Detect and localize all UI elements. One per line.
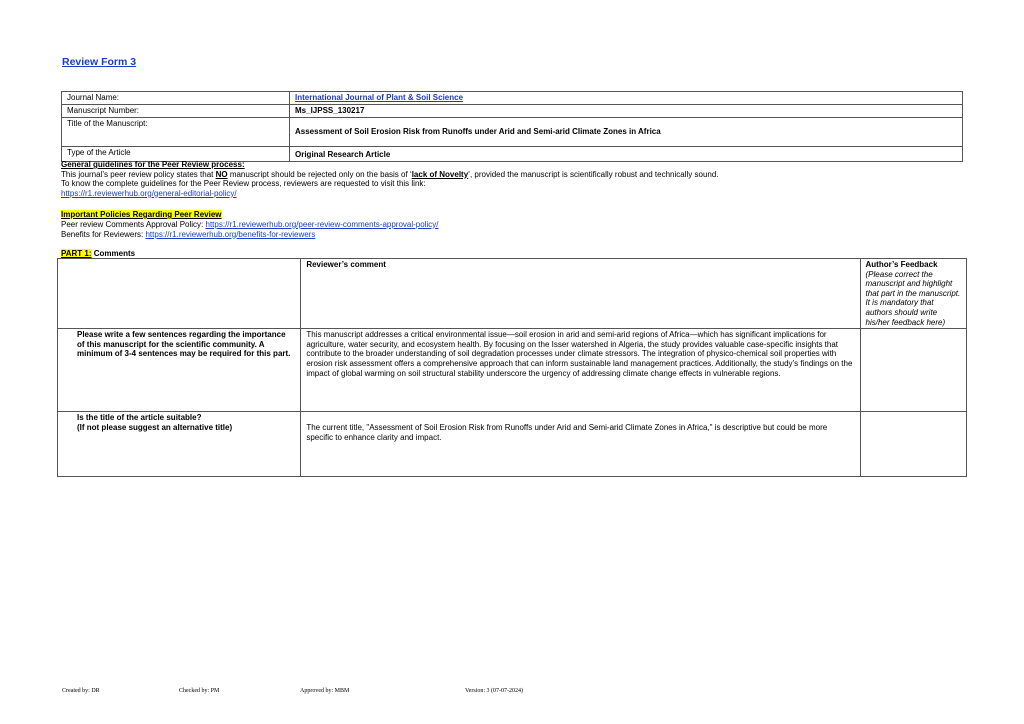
comment-row-title [58, 412, 967, 477]
journal-cell [290, 92, 963, 105]
author-feedback-header-cell [860, 259, 966, 329]
journal-label: Journal Name: [62, 92, 290, 105]
guidelines-heading: General guidelines for the Peer Review process: [61, 160, 245, 169]
policy-text-c: ’, provided the manuscript is scientifically robust and technically sound. [468, 169, 719, 179]
approval-policy-link[interactable]: https://r1.reviewerhub.org/peer-review-comments-approval-policy/ [205, 219, 439, 229]
guidelines-policy-line [61, 170, 971, 180]
guidelines-section [61, 160, 971, 198]
footer-created: Created by: DR [62, 688, 100, 694]
feedback-importance[interactable] [860, 329, 966, 412]
policies-section [61, 210, 971, 239]
manuscript-number-value: Ms_IJPSS_130217 [290, 105, 963, 118]
guidelines-link[interactable]: https://r1.reviewerhub.org/general-editorial-policy/ [61, 188, 237, 198]
form-title: Review Form 3 [62, 56, 137, 68]
reviewer-comment-header: Reviewer’s comment [301, 259, 860, 329]
title-value: Assessment of Soil Erosion Risk from Runoffs under Arid and Semi-arid Climate Zones in Africa [290, 118, 963, 147]
author-feedback-header: Author’s Feedback [865, 260, 938, 269]
benefits-line [61, 230, 971, 240]
policy-no: NO [215, 169, 228, 179]
footer-approved: Approved by: MBM [300, 688, 350, 694]
title-label: Title of the Manuscript: [62, 118, 290, 147]
footer-checked: Checked by: PM [179, 688, 220, 694]
feedback-title[interactable] [860, 412, 966, 477]
journal-link[interactable]: International Journal of Plant & Soil Science [295, 93, 464, 102]
part1-label: PART 1: [61, 249, 92, 258]
manuscript-number-row [62, 105, 963, 118]
policy-text-a: This journal’s peer review policy states that [61, 169, 216, 179]
comment-title-cell [301, 412, 860, 477]
type-label: Type of the Article [62, 147, 290, 162]
guidelines-visit-line: To know the complete guidelines for the Peer Review process, reviewers are requested to visit this link: [61, 179, 426, 189]
part1-title: Comments [91, 249, 136, 258]
part1-heading [61, 249, 135, 258]
header-empty-cell [58, 259, 301, 329]
benefits-label: Benefits for Reviewers: [61, 229, 146, 239]
approval-label: Peer review Comments Approval Policy: [61, 219, 206, 229]
question-title: Is the title of the article suitable? (If not please suggest an alternative title) [58, 412, 301, 477]
approval-policy-line [61, 220, 971, 230]
title-row [62, 118, 963, 147]
comment-importance: This manuscript addresses a critical environmental issue—soil erosion in arid and semi-arid regions of Africa—which has significant implications for agriculture, water security, and ecosystem health. By focusing on the Isser watershed in Algeria, the study provides valuable case-specific insights that contribute to the broader understanding of soil degradation processes under climate stressors. The integration of physico-chemical soil properties with erosion risk assessment offers a comprehensive approach that can inform sustainable land management practices. Additionally, the study’s findings on the impact of global warming on soil structural stability underscore the urgency of addressing climate change effects in vulnerable regions. [301, 329, 860, 412]
comments-table [57, 258, 967, 477]
manuscript-number-label: Manuscript Number: [62, 105, 290, 118]
comment-title: The current title, "Assessment of Soil Erosion Risk from Runoffs under Arid and Semi-arid Climate Zones in Africa," is descriptive but could be more specific to enhance clarity and impact. [306, 423, 828, 442]
type-value: Original Research Article [290, 147, 963, 162]
policies-heading: Important Policies Regarding Peer Review [61, 210, 222, 219]
footer-version: Version: 3 (07-07-2024) [465, 688, 523, 694]
policy-novelty: lack of Novelty [411, 169, 469, 179]
author-feedback-note: (Please correct the manuscript and highlight that part in the manuscript. It is mandatory that authors should write his/her feedback here) [865, 269, 961, 327]
comment-row-importance [58, 329, 967, 412]
policy-text-b: manuscript should be rejected only on the basis of ‘ [227, 169, 412, 179]
journal-row [62, 92, 963, 105]
benefits-link[interactable]: https://r1.reviewerhub.org/benefits-for-reviewers [145, 229, 316, 239]
comments-header-row [58, 259, 967, 329]
manuscript-info-table [61, 91, 963, 162]
question-importance: Please write a few sentences regarding the importance of this manuscript for the scientific community. A minimum of 3-4 sentences may be required for this part. [58, 329, 301, 412]
